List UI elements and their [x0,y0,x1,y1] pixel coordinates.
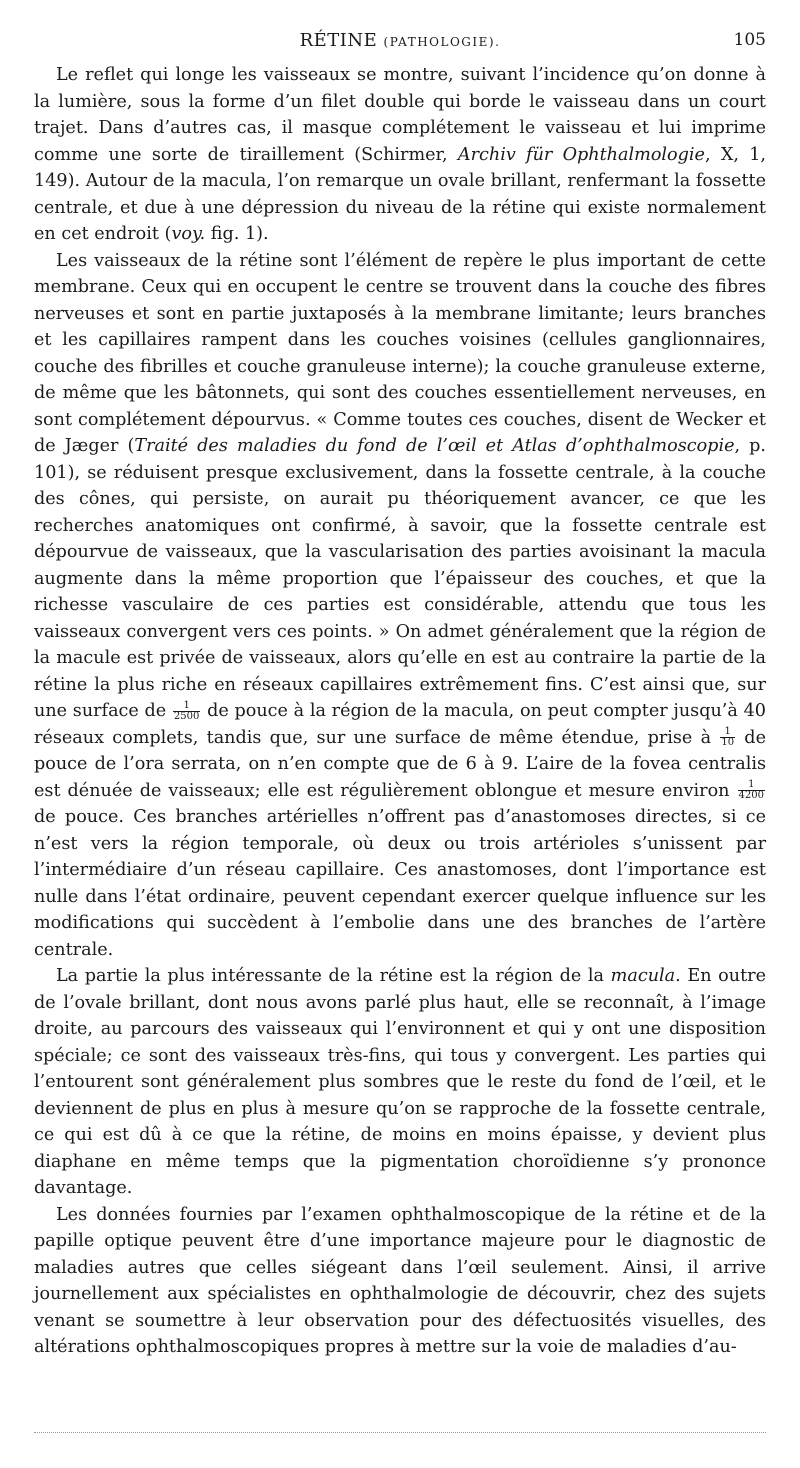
running-title-section: (PATHOLOGIE). [383,35,501,49]
paragraph-1-text-c: fig. 1). [205,224,269,244]
page-header [34,28,766,58]
running-title-main: RÉTINE [299,30,378,51]
paragraph-2 [34,248,766,964]
paragraph-3-text-b: . En outre de l’ovale brillant, dont nous avons parlé plus haut, elle se reconnaît, à l’image droite, au parcours des vaisseaux qui l’environnent et qui y ont une disposition spéciale; ce sont des vaisseaux très-fins, qui tous y convergent. Les parties qui l’entourent sont généralement plus sombres que le reste du fond de l’œil, et le deviennent de plus en plus à mesure qu’on se rapproche de la fossette centrale, ce qui est dû à ce que la rétine, de moins en moins épaisse, y devient plus diaphane en même temps que la pigmentation choroïdienne s’y prononce davantage. [34,966,766,1198]
paragraph-1-text-b: , X, 1, 149). Autour de la macula, l’on remarque un ovale brillant, renfermant la fossette centrale, et due à une dépression du niveau de la rétine qui existe normalement en cet endroit ( [34,144,767,244]
paragraph-4-text-a: Les données fournies par l’examen ophthalmoscopique de la rétine et de la papille optique peuvent être d’une importance majeure pour le diagnostic de maladies autres que celles siégeant dans l’œil seulement. Ainsi, il arrive journellement aux spécialistes en ophthalmologie de découvrir, chez des sujets venant se soumettre à leur observation pour des défectuosités visuelles, des altérations ophthalmoscopiques propres à mettre sur la voie de maladies d’au- [34,1204,766,1357]
paragraph-2-text-e: de pouce. Ces branches artérielles n’offrent pas d’anastomoses directes, si ce n’est vers la région temporale, où deux ou trois artérioles s’unissent par l’intermédiaire d’un réseau capillaire. Ces anastomoses, dont l’importance est nulle dans l’état ordinaire, peuvent cependant exercer quelque influence sur les modifications qui succèdent à l’embolie dans une des branches de l’artère centrale. [34,807,766,960]
paragraph-1-voy: voy. [171,224,206,244]
fraction-1-10 [720,727,735,748]
paragraph-1-citation-journal: Archiv für Ophthalmologie [457,144,705,165]
paragraph-1-text-a: Le reflet qui longe les vaisseaux se montre, suivant l’incidence qu’on donne à la lumière, sous la forme d’un filet double qui borde le vaisseau dans un court trajet. Dans d’autres cas, il masque complétement le vaisseau et lui imprime comme une sorte de tiraillement (Schirmer, [34,65,766,165]
paragraph-2-text-a: Les vaisseaux de la rétine sont l’élément de repère le plus important de cette membrane. Ceux qui en occupent le centre se trouvent dans la couche des fibres nerveuses et sont en partie juxtaposés à la membrane limitante; leurs branches et les capillaires rampent dans les couches voisines (cellules ganglionnaires, couche des fibrilles et couche granuleuse interne); la couche granuleuse externe, de même que les bâtonnets, qui sont des couches essentiellement nerveuses, en sont complétement dépourvus. « Comme toutes ces couches, disent de Wecker et de Jæger ( [34,250,766,456]
paragraph-3 [34,963,766,1202]
fraction-1-denominator: 2500 [173,710,200,722]
running-title [34,30,766,51]
paragraph-3-macula: macula [610,966,676,986]
paragraph-2-citation-book: Traité des maladies du fond de l’œil et Atlas d’ophthalmoscopie [134,436,735,456]
paragraph-2-text-c: de pouce à la région de la macula, on peut compter jusqu’à 40 réseaux complets, tandis que, sur une surface de même étendue, prise à [34,701,766,748]
paragraph-2-text-d: de pouce de l’ora serrata, on n’en compte que de 6 à 9. L’aire de la fovea centralis est dénuée de vaisseaux; elle est régulièrement oblongue et mesure environ [34,727,766,801]
paragraph-2-text-b: , p. 101), se réduisent presque exclusivement, dans la fossette centrale, à la couche des cônes, qui persiste, on aurait pu théoriquement avancer, ce que les recherches anatomiques ont confirmé, à savoir, que la fossette centrale est dépourvue de vaisseaux, que la vascularisation des parties avoisinant la macula augmente dans la même proportion que l’épaisseur des couches, et que la richesse vasculaire de ces parties est considérable, attendu que tous les vaisseaux convergent vers ces points. » On admet généralement que la région de la macule est privée de vaisseaux, alors qu’elle en est au contraire la partie de la rétine la plus riche en réseaux capillaires extrêmement fins. C’est ainsi que, sur une surface de [34,436,767,721]
paragraph-3-text-a: La partie la plus intéressante de la rétine est la région de la [56,966,611,986]
fraction-1-2500 [173,701,200,722]
paragraph-1 [34,62,766,248]
fraction-3-numerator: 1 [738,780,765,791]
page-number: 105 [733,30,766,50]
paragraph-4 [34,1202,766,1361]
fraction-1-4200 [738,780,765,801]
book-page [34,28,766,1361]
fraction-1-numerator: 1 [173,701,200,712]
fraction-3-denominator: 4200 [738,790,764,801]
fraction-2-numerator: 1 [720,727,735,738]
footer-dotted-rule [34,1432,766,1433]
fraction-2-denominator: 10 [721,737,735,748]
